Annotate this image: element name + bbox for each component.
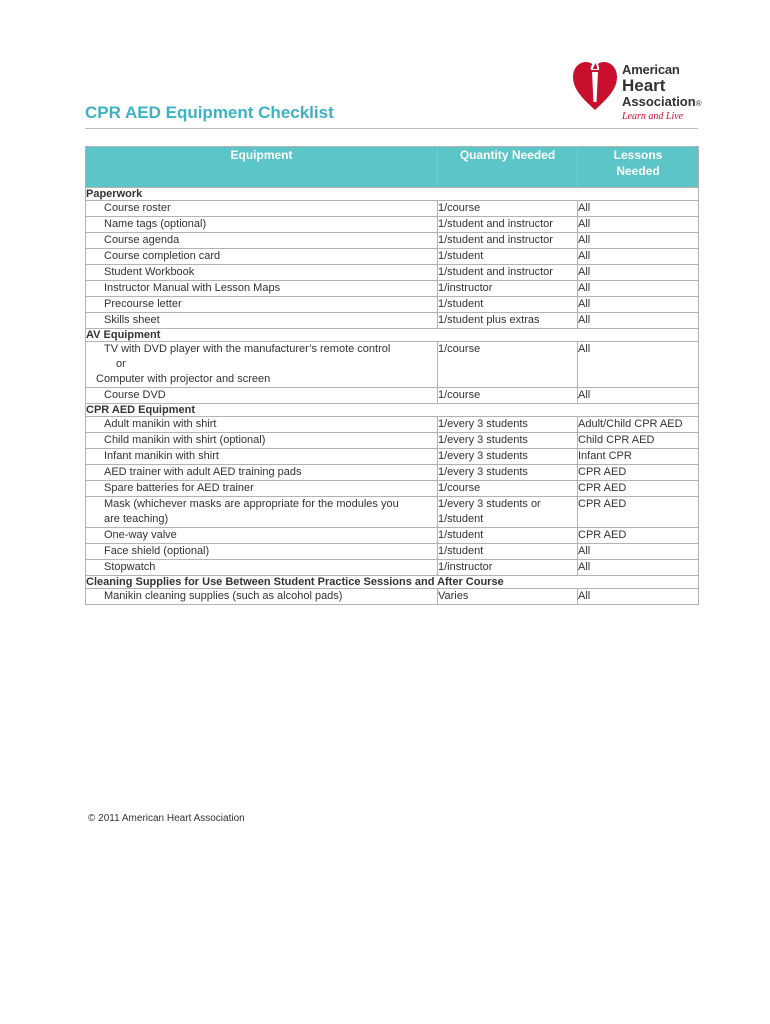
- cell-item-line1: Mask (whichever masks are appropriate for the modules you: [104, 498, 399, 510]
- cell-item: AED trainer with adult AED training pads: [86, 465, 438, 481]
- cell-item: Infant manikin with shirt: [86, 449, 438, 465]
- header-lessons: [578, 147, 699, 188]
- table-row: [86, 313, 699, 329]
- title-divider: [85, 128, 698, 129]
- cell-qty: 1/course: [438, 342, 578, 388]
- table-row: [86, 281, 699, 297]
- table-row: [86, 265, 699, 281]
- cell-item-line2: are teaching): [104, 513, 169, 525]
- cell-qty: 1/course: [438, 388, 578, 404]
- cell-qty: 1/every 3 students: [438, 465, 578, 481]
- category-cpr-aed-equipment: CPR AED Equipment: [86, 404, 699, 417]
- cell-lessons: CPR AED: [578, 481, 699, 497]
- cell-qty: 1/student: [438, 297, 578, 313]
- logo-name-line2: Heart: [622, 76, 666, 95]
- cell-item: One-way valve: [86, 528, 438, 544]
- category-paperwork: Paperwork: [86, 188, 699, 201]
- header-quantity: Quantity Needed: [438, 147, 578, 188]
- cell-item: Student Workbook: [86, 265, 438, 281]
- cell-item: Child manikin with shirt (optional): [86, 433, 438, 449]
- cell-qty: 1/every 3 students: [438, 433, 578, 449]
- cell-item: Course agenda: [86, 233, 438, 249]
- table-row: [86, 481, 699, 497]
- cell-qty: 1/student plus extras: [438, 313, 578, 329]
- cell-lessons: All: [578, 233, 699, 249]
- cell-qty: 1/student: [438, 544, 578, 560]
- table-row: [86, 465, 699, 481]
- cell-item: Course roster: [86, 201, 438, 217]
- category-av-equipment: AV Equipment: [86, 329, 699, 342]
- copyright-footer: © 2011 American Heart Association: [88, 813, 245, 824]
- table-row: [86, 388, 699, 404]
- cell-lessons: All: [578, 544, 699, 560]
- cell-item: [86, 342, 438, 388]
- table-row: [86, 217, 699, 233]
- cell-lessons: All: [578, 201, 699, 217]
- category-row: [86, 188, 699, 201]
- cell-lessons: Adult/Child CPR AED: [578, 417, 699, 433]
- cell-item: Manikin cleaning supplies (such as alcohol pads): [86, 589, 438, 605]
- table-row: [86, 417, 699, 433]
- cell-item: Stopwatch: [86, 560, 438, 576]
- cell-lessons: All: [578, 281, 699, 297]
- cell-qty: 1/instructor: [438, 560, 578, 576]
- cell-lessons: All: [578, 265, 699, 281]
- logo-tagline: Learn and Live: [622, 111, 684, 122]
- cell-lessons: CPR AED: [578, 528, 699, 544]
- cell-qty-line2: 1/student: [438, 513, 484, 525]
- cell-qty: 1/instructor: [438, 281, 578, 297]
- registered-mark: ®: [695, 99, 702, 108]
- cell-qty: 1/every 3 students: [438, 449, 578, 465]
- category-row: [86, 404, 699, 417]
- table-row: [86, 342, 699, 388]
- cell-item: Name tags (optional): [86, 217, 438, 233]
- category-row: [86, 329, 699, 342]
- cell-lessons: Infant CPR: [578, 449, 699, 465]
- table-row: [86, 449, 699, 465]
- cell-qty: 1/student and instructor: [438, 217, 578, 233]
- table-header-row: [86, 147, 699, 188]
- cell-item-alt: Computer with projector and screen: [96, 373, 271, 385]
- cell-lessons: All: [578, 217, 699, 233]
- cell-item: Instructor Manual with Lesson Maps: [86, 281, 438, 297]
- cell-qty: Varies: [438, 589, 578, 605]
- header-equipment: Equipment: [86, 147, 438, 188]
- cell-item-line1: TV with DVD player with the manufacturer’s remote control: [104, 343, 391, 355]
- cell-lessons: Child CPR AED: [578, 433, 699, 449]
- cell-qty: 1/student and instructor: [438, 233, 578, 249]
- header-lessons-line1: Lessons: [613, 148, 663, 162]
- category-cleaning-supplies: Cleaning Supplies for Use Between Student Practice Sessions and After Course: [86, 576, 699, 589]
- cell-item: Spare batteries for AED trainer: [86, 481, 438, 497]
- table-row: [86, 497, 699, 528]
- cell-item: Precourse letter: [86, 297, 438, 313]
- cell-item: Skills sheet: [86, 313, 438, 329]
- table-row: [86, 589, 699, 605]
- cell-lessons: CPR AED: [578, 497, 699, 528]
- cell-qty: 1/student: [438, 249, 578, 265]
- cell-item: Course completion card: [86, 249, 438, 265]
- table-row: [86, 544, 699, 560]
- heart-torch-icon: [572, 56, 618, 112]
- table-row: [86, 297, 699, 313]
- cell-qty: 1/student: [438, 528, 578, 544]
- cell-lessons: All: [578, 297, 699, 313]
- table-row: [86, 528, 699, 544]
- cell-qty: [438, 497, 578, 528]
- cell-item: Adult manikin with shirt: [86, 417, 438, 433]
- cell-qty: 1/course: [438, 481, 578, 497]
- cell-lessons: All: [578, 313, 699, 329]
- table-row: [86, 249, 699, 265]
- table-row: [86, 201, 699, 217]
- cell-item: Course DVD: [86, 388, 438, 404]
- table-row: [86, 560, 699, 576]
- cell-qty: 1/course: [438, 201, 578, 217]
- cell-lessons: All: [578, 589, 699, 605]
- table-row: [86, 433, 699, 449]
- table-row: [86, 233, 699, 249]
- cell-item: Face shield (optional): [86, 544, 438, 560]
- logo-name-line3: Association: [622, 94, 696, 109]
- aha-logo: [572, 56, 702, 126]
- cell-item: [86, 497, 438, 528]
- cell-lessons: All: [578, 342, 699, 388]
- equipment-table: [85, 146, 699, 605]
- cell-qty: 1/student and instructor: [438, 265, 578, 281]
- cell-lessons: All: [578, 388, 699, 404]
- page-title: CPR AED Equipment Checklist: [85, 103, 334, 122]
- cell-lessons: All: [578, 249, 699, 265]
- cell-lessons: CPR AED: [578, 465, 699, 481]
- category-row: [86, 576, 699, 589]
- cell-qty: 1/every 3 students: [438, 417, 578, 433]
- logo-name-line1: American: [622, 62, 680, 77]
- cell-qty-line1: 1/every 3 students or: [438, 498, 541, 510]
- header-lessons-line2: Needed: [616, 164, 660, 178]
- cell-lessons: All: [578, 560, 699, 576]
- cell-item-or: or: [116, 358, 126, 370]
